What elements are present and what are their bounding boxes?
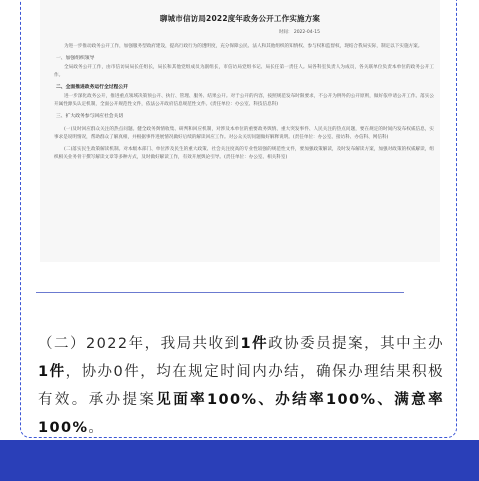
doc-section-1-heading: 一、加强组织领导 [56, 56, 95, 62]
doc-date: 时间： 2022-04-15 [278, 30, 320, 35]
doc-section-3-para-1: (一)及时回应群众关注的热点问题。健全政务舆情收集、研判和回应机制，对涉及本单位的重要政务舆情、重大突发事件、人民关注的热点问题，要在规定的时间内发布权威信息，实事求是说明情况，帮助群众了解真相，并根据事件进展情况做好后续的解读回应工作。对公众关切问题做好解释说明。(责任单位：办公室、接访科、办信科、网信科) [54, 126, 434, 140]
divider-line [36, 292, 404, 293]
main-text: 政协委员提案，其中主办 [268, 336, 444, 352]
main-bold-count-1: 1件 [240, 336, 269, 352]
main-paragraph [38, 330, 444, 442]
document-image [40, 0, 440, 262]
doc-section-2-heading: 二、全面推进政务运行全过程公开 [56, 85, 128, 91]
main-bold-rates: 见面率100%、办结率100%、满意率100% [38, 392, 444, 436]
doc-intro: 为进一步推动政务公开工作，加强服务型政府建设，提高行政行为的透明度，充分保障公民、法人和其他组织的知情权、参与权和监督权，现结合我局实际，制定以下实施方案。 [64, 44, 423, 49]
main-text: 。 [88, 420, 105, 436]
main-text: （二）2022年，我局共收到 [38, 336, 241, 352]
doc-section-1-text: 全局政务公开工作，由市信访局局长任组长，局长和其他党组成员为副组长，市信访局党组书记、局长任第一责任人。局各科室负责人为成员，各关联单位负责本单位的政务公开工作。 [54, 64, 434, 78]
main-bold-count-2: 1件 [38, 364, 66, 380]
main-text: ，协办0件，均在规定时间内办结，确保办理结果积极有效。承办提案 [38, 364, 444, 408]
doc-body [40, 35, 440, 162]
doc-section-3-heading: 三、扩大政务参与回应社会关切 [56, 114, 124, 120]
doc-section-2-text: 进一步深化政务公开，推进重点领域决策预公开、执行、管理、服务、结果公开。对于公开的内容，按照规范发布时限要求，不公开为例外的公开原则，做好依申请公开工作。落实公开属性源头认定机制，全面公开规范性文件，依法公开政府信息规范性文件。(责任单位：办公室、科技信息科) [54, 93, 434, 107]
doc-section-3-para-2: (二)落实民生政策解读机制。对本级本部门、单位涉及民生的重大政策、社会关注度高的专业性较强的规范性文件，要加强政策解读，及时发布解读方案，加强对政策的权威解读，组织相关业务骨干撰写解读文章等多种方式，及时做好解读工作，有效开展舆论引导。(责任单位：办公室、相关科室) [54, 146, 434, 161]
doc-title: 聊城市信访局2022度年政务公开工作实施方案 [159, 14, 321, 23]
